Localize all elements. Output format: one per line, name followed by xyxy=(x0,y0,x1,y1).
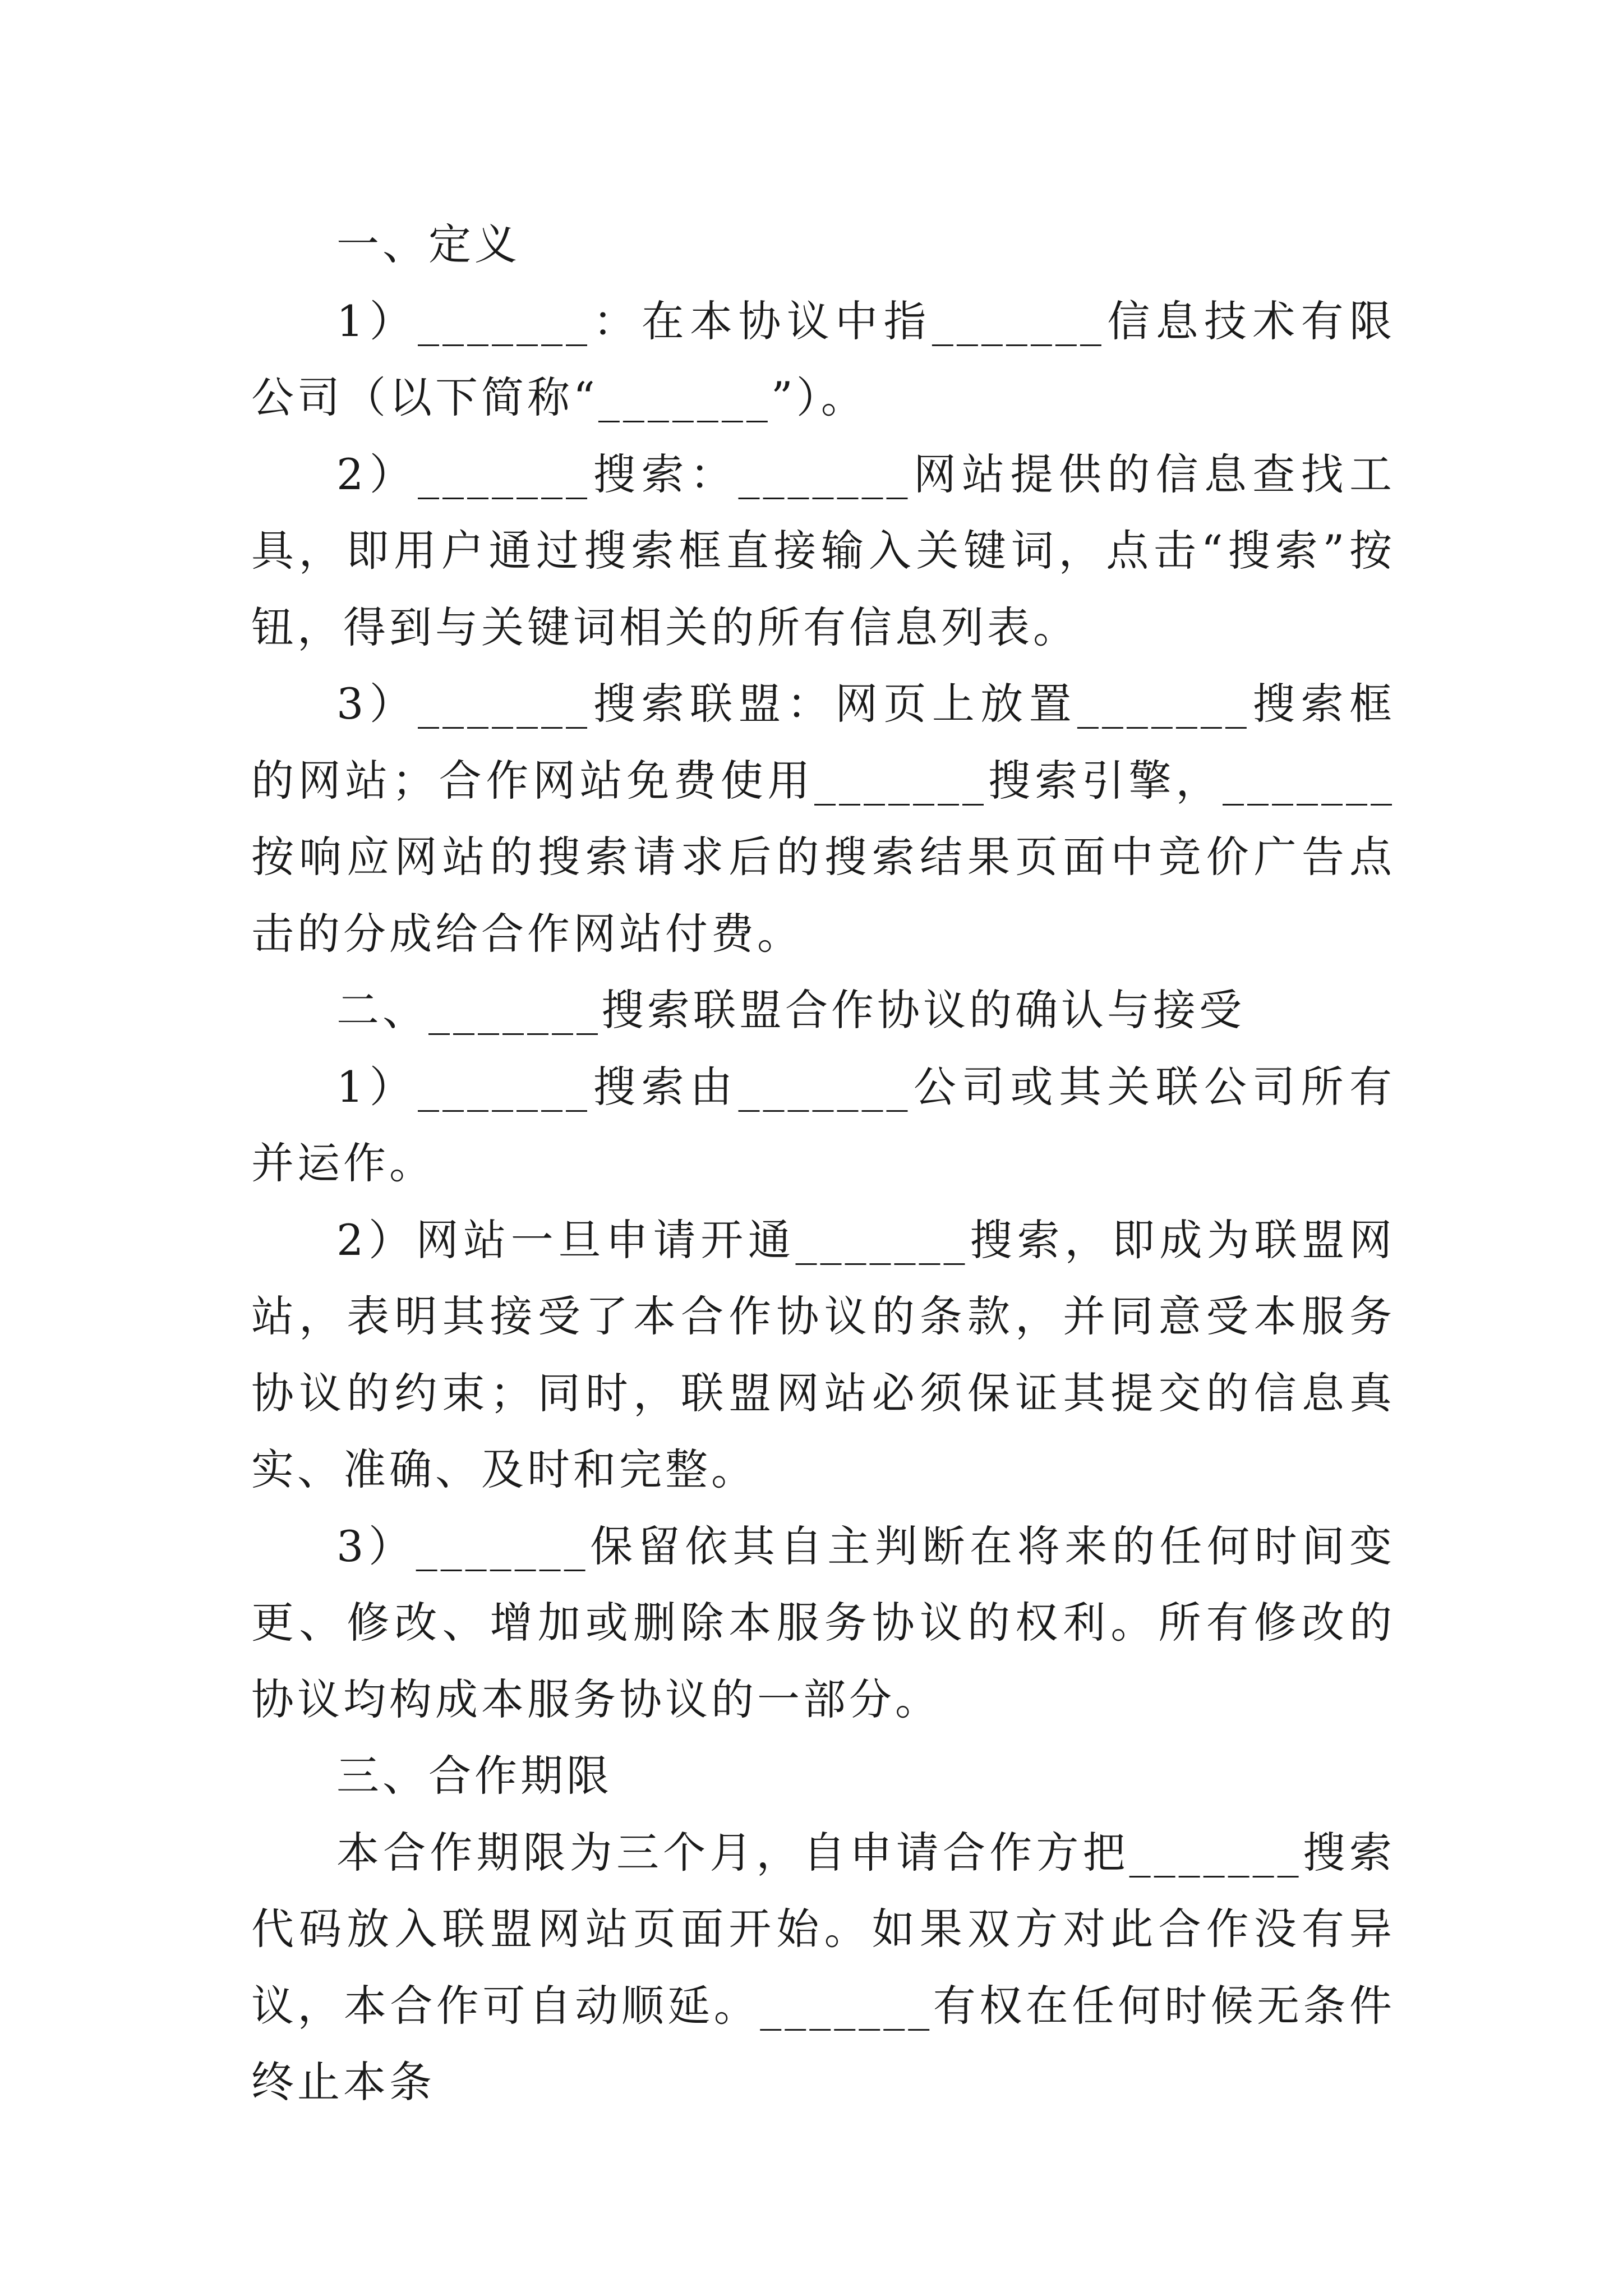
section-heading-term: 三、合作期限 xyxy=(336,1751,612,1801)
section-heading-confirmation: 二、_______搜索联盟合作协议的确认与接受 xyxy=(336,985,1245,1035)
definition-item-2: 2）_______搜索：_______网站提供的信息查找工具，即用户通过搜索框直接输入关键词，点击“搜索”按钮，得到与关键词相关的所有信息列表。 xyxy=(251,449,1395,652)
confirmation-item-2: 2）网站一旦申请开通_______搜索，即成为联盟网站，表明其接受了本合作协议的条款，并同意受本服务协议的约束；同时，联盟网站必须保证其提交的信息真实、准确、及时和完整。 xyxy=(251,1214,1395,1494)
definition-item-3: 3）_______搜索联盟：网页上放置_______搜索框的网站；合作网站免费使用_______搜索引擎，_______按响应网站的搜索请求后的搜索结果页面中竞价广告点击的分成给合作网站付费。 xyxy=(251,679,1395,959)
confirmation-item-1: 1）_______搜索由_______公司或其关联公司所有并运作。 xyxy=(251,1061,1395,1188)
term-paragraph: 本合作期限为三个月，自申请合作方把_______搜索代码放入联盟网站页面开始。如果双方对此合作没有异议，本合作可自动顺延。_______有权在任何时候无条件终止本条 xyxy=(251,1827,1395,2107)
document-page xyxy=(251,206,1395,2121)
definition-item-1: 1）_______：在本协议中指_______信息技术有限公司（以下简称“_______”）。 xyxy=(251,296,1395,422)
confirmation-item-3: 3）_______保留依其自主判断在将来的任何时间变更、修改、增加或删除本服务协议的权利。所有修改的协议均构成本服务协议的一部分。 xyxy=(251,1521,1395,1724)
section-heading-definitions: 一、定义 xyxy=(336,219,520,269)
